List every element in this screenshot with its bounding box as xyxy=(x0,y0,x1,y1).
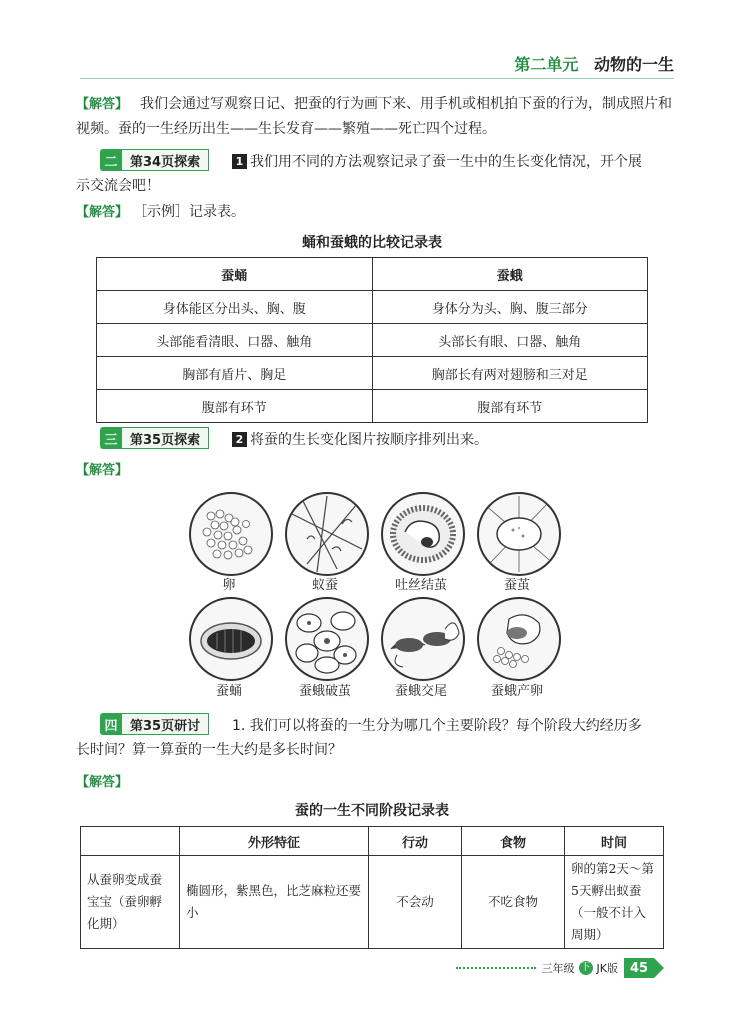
egg-image xyxy=(189,492,273,576)
image-label-pupa: 蚕蛹 xyxy=(215,684,242,699)
moth-laying-eggs-image xyxy=(477,597,561,681)
cell: 身体分为头、胸、腹三部分 xyxy=(372,291,648,324)
question-text: 将蚕的生长变化图片按顺序排列出来。 xyxy=(250,432,488,448)
pupa-image xyxy=(189,597,273,681)
spinning-cocoon-image xyxy=(381,492,465,576)
unit-title: 动物的一生 xyxy=(593,55,674,74)
cell: 胸部长有两对翅膀和三对足 xyxy=(372,357,648,390)
question-number: 2 xyxy=(232,432,247,447)
cocoon-image xyxy=(477,492,561,576)
image-label-cocoon: 蚕茧 xyxy=(503,578,530,593)
stages-table xyxy=(80,826,664,949)
header-moth: 蚕蛾 xyxy=(372,258,648,291)
cell-time: 卵的第2天～第5天孵出蚁蚕（一般不计入周期） xyxy=(565,856,664,949)
image-label-spinning: 吐丝结茧 xyxy=(394,578,447,593)
question-text-part1: 我们用不同的方法观察记录了蚕一生中的生长变化情况，开个展 xyxy=(250,154,642,170)
cell-shape: 椭圆形，紫黑色，比芝麻粒还要小 xyxy=(180,856,369,949)
table-row xyxy=(97,291,648,324)
cell: 腹部有环节 xyxy=(97,390,373,423)
section-2-answer xyxy=(76,200,676,225)
table-2-title: 蚕的一生不同阶段记录表 xyxy=(295,803,449,819)
section-3-question xyxy=(232,428,488,452)
section-number: 二 xyxy=(100,149,122,171)
cell-food: 不吃食物 xyxy=(462,856,565,949)
footer-edition: JK版 xyxy=(596,962,618,975)
header-time: 时间 xyxy=(565,827,664,856)
table-header-row xyxy=(97,258,648,291)
cell: 腹部有环节 xyxy=(372,390,648,423)
table-row xyxy=(97,357,648,390)
cell: 头部长有眼、口器、触角 xyxy=(372,324,648,357)
header-rule xyxy=(80,78,674,79)
question-number: 1 xyxy=(232,154,247,169)
header-stage xyxy=(81,827,180,856)
footer-dots xyxy=(456,967,536,969)
section-4-question-cont: 长时间？算一算蚕的一生大约是多长时间？ xyxy=(76,742,342,758)
footer-term: 下 xyxy=(580,962,591,973)
cell-stage: 从蚕卵变成蚕宝宝（蚕卵孵化期） xyxy=(81,856,180,949)
section-4-question: 1. 我们可以将蚕的一生分为哪几个主要阶段？每个阶段大约经历多 xyxy=(232,718,642,734)
cell: 头部能看清眼、口器、触角 xyxy=(97,324,373,357)
header-shape: 外形特征 xyxy=(180,827,369,856)
answer-label: 【解答】 xyxy=(76,97,129,112)
image-label-emerging: 蚕蛾破茧 xyxy=(298,684,351,699)
section-2-heading xyxy=(100,148,219,172)
section-number: 四 xyxy=(100,713,122,735)
answer-label: 【解答】 xyxy=(76,775,129,790)
table-row xyxy=(97,324,648,357)
cell: 身体能区分出头、胸、腹 xyxy=(97,291,373,324)
comparison-table xyxy=(96,257,648,423)
cell: 胸部有盾片、胸足 xyxy=(97,357,373,390)
section-label: 第35页探索 xyxy=(122,427,209,449)
header-pupa: 蚕蛹 xyxy=(97,258,373,291)
page-arrow-icon xyxy=(654,958,664,978)
section-2-question-cont: 示交流会吧！ xyxy=(76,178,160,194)
unit-header xyxy=(514,52,674,75)
section-3-answer xyxy=(76,458,676,483)
image-label-newly-hatched: 蚁蚕 xyxy=(311,578,338,593)
table-row xyxy=(97,390,648,423)
page-number: 45 xyxy=(624,958,654,978)
newly-hatched-silkworm-image xyxy=(285,492,369,576)
intro-text: 我们会通过写观察日记、把蚕的行为画下来、用手机或相机拍下蚕的行为，制成照片和视频。蚕的一生经历出生——生长发育——繁殖——死亡四个过程。 xyxy=(76,96,673,137)
footer-grade: 三年级 xyxy=(541,962,575,975)
image-label-mating: 蚕蛾交尾 xyxy=(394,684,447,699)
table-1-title: 蛹和蚕蛾的比较记录表 xyxy=(302,235,442,251)
answer-label: 【解答】 xyxy=(76,205,129,220)
section-label: 第34页探索 xyxy=(122,149,209,171)
page-footer xyxy=(456,958,664,978)
image-label-egg: 卵 xyxy=(222,578,236,593)
moth-emerging-image xyxy=(285,597,369,681)
section-2-question xyxy=(232,150,678,174)
table-header-row xyxy=(81,827,664,856)
image-label-laying: 蚕蛾产卵 xyxy=(490,684,543,699)
unit-number: 第二单元 xyxy=(514,55,579,74)
header-action: 行动 xyxy=(369,827,462,856)
table-row xyxy=(81,856,664,949)
section-number: 三 xyxy=(100,427,122,449)
answer-label: 【解答】 xyxy=(76,463,129,478)
moth-mating-image xyxy=(381,597,465,681)
cell-action: 不会动 xyxy=(369,856,462,949)
section-4-heading xyxy=(100,712,219,736)
section-4-answer xyxy=(76,770,676,795)
section-label: 第35页研讨 xyxy=(122,713,209,735)
header-food: 食物 xyxy=(462,827,565,856)
intro-answer xyxy=(76,92,676,141)
section-3-heading xyxy=(100,426,219,450)
answer-text: ［示例］记录表。 xyxy=(140,204,246,220)
